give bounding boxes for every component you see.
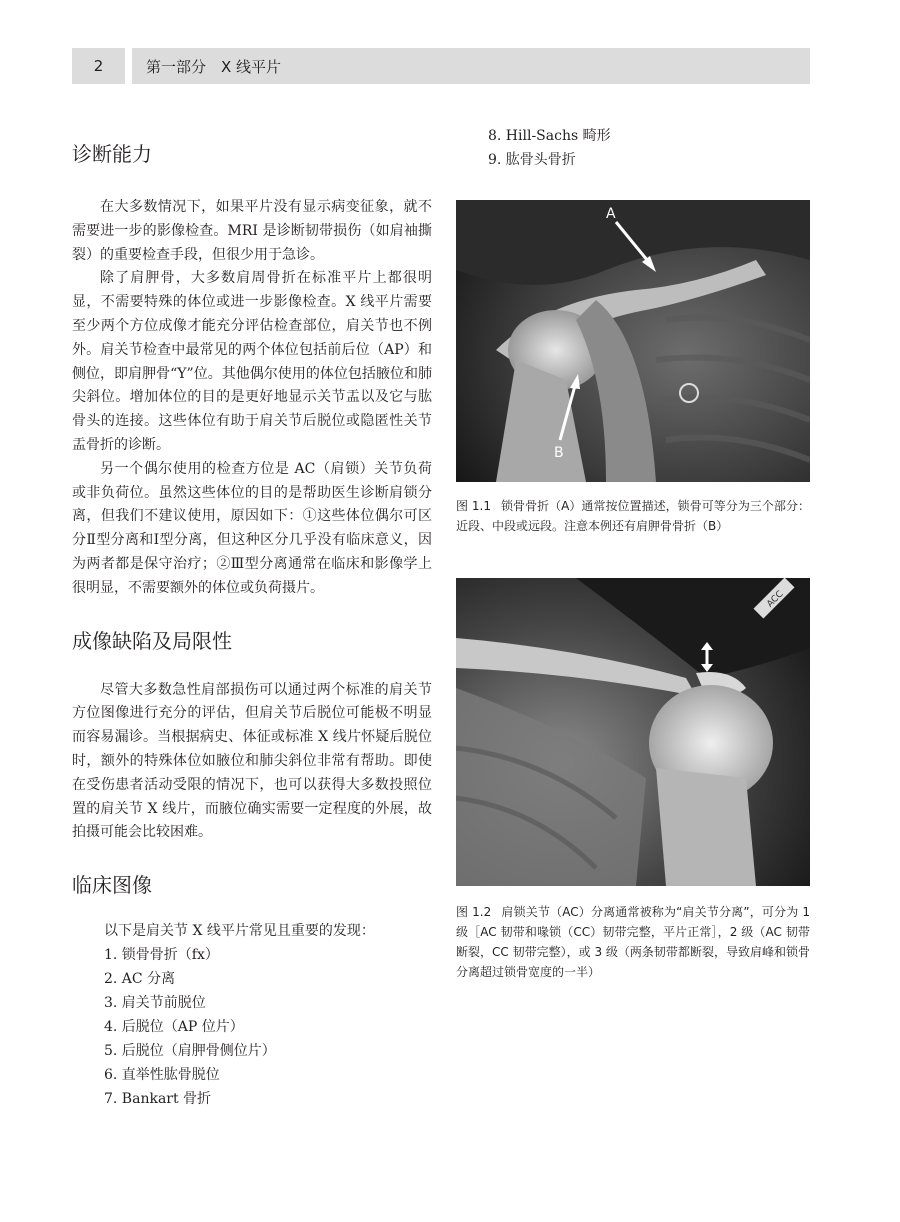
findings-list-continued	[456, 124, 810, 172]
findings-list	[72, 943, 432, 1111]
figure-1-1-xray	[456, 200, 810, 482]
left-column	[72, 140, 432, 1111]
section-title: 第一部分 X 线平片	[132, 48, 810, 84]
arrow-label-a: A	[606, 206, 616, 222]
heading-clinical-images: 临床图像	[72, 873, 152, 898]
figure-1-2-xray	[456, 578, 810, 886]
list-item: 2. AC 分离	[104, 971, 176, 988]
list-intro: 以下是肩关节 X 线平片常见且重要的发现：	[104, 923, 375, 940]
list-item: 3. 肩关节前脱位	[104, 995, 206, 1012]
caption-text: 肩锁关节（AC）分离通常被称为“肩关节分离”，可分为 1 级［AC 韧带和喙锁（CC）韧带完整，平片正常］，2 级（AC 韧带断裂，CC 韧带完整），或 3 级（两条韧带都断裂，导致肩峰和锁骨分离超过锁骨宽度的一半）	[456, 905, 810, 979]
list-item: 6. 直举性肱骨脱位	[104, 1067, 220, 1084]
paragraph: 尽管大多数急性肩部损伤可以通过两个标准的肩关节方位图像进行充分的评估，但肩关节后脱位可能极不明显而容易漏诊。当根据病史、体征或标准 X 线片怀疑后脱位时，额外的特殊体位如腋位和肺尖斜位非常有帮助。即使在受伤患者活动受限的情况下，也可以获得大多数投照位置的肩关节 X 线片，而腋位确实需要一定程度的外展，故拍摄可能会比较困难。	[72, 681, 432, 841]
arrow-label-b: B	[554, 445, 564, 461]
list-item: 7. Bankart 骨折	[104, 1091, 212, 1108]
list-item: 1. 锁骨骨折（fx）	[104, 947, 219, 964]
list-item: 8. Hill-Sachs 畸形	[488, 128, 611, 144]
paragraph: 在大多数情况下，如果平片没有显示病变征象，就不需要进一步的影像检查。MRI 是诊断韧带损伤（如肩袖撕裂）的重要检查手段，但很少用于急诊。	[72, 199, 432, 263]
figure-label: 图 1.2	[456, 905, 492, 919]
running-header	[72, 48, 810, 84]
list-item: 4. 后脱位（AP 位片）	[104, 1019, 244, 1036]
page-number: 2	[72, 48, 125, 84]
list-item: 5. 后脱位（肩胛骨侧位片）	[104, 1043, 276, 1060]
figure-label: 图 1.1	[456, 499, 491, 513]
caption-text: 锁骨骨折（A）通常按位置描述，锁骨可等分为三个部分：近段、中段或远段。注意本例还有肩胛骨骨折（B）	[456, 499, 810, 533]
list-item: 9. 肱骨头骨折	[488, 152, 576, 168]
figure-1-1-caption	[456, 496, 810, 536]
svg-text:ACC: ACC	[765, 589, 786, 610]
figure-1-2-caption	[456, 902, 810, 982]
paragraph: 除了肩胛骨，大多数肩周骨折在标准平片上都很明显，不需要特殊的体位或进一步影像检查。X 线平片需要至少两个方位成像才能充分评估检查部位，肩关节也不例外。肩关节检查中最常见的两个体位包括前后位（AP）和侧位，即肩胛骨“Y”位。其他偶尔使用的体位包括腋位和肺尖斜位。增加体位的目的是更好地显示关节盂以及它与肱骨头的连接。这些体位有助于肩关节后脱位或隐匿性关节盂骨折的诊断。	[72, 270, 432, 453]
heading-diagnostic-ability: 诊断能力	[72, 142, 152, 166]
right-column	[456, 124, 810, 172]
paragraph: 另一个偶尔使用的检查方位是 AC（肩锁）关节负荷或非负荷位。虽然这些体位的目的是帮助医生诊断肩锁分离，但我们不建议使用，原因如下：①这些体位偶尔可区分Ⅱ型分离和Ⅰ型分离，但这种区分几乎没有临床意义，因为两者都是保守治疗；②Ⅲ型分离通常在临床和影像学上很明显，不需要额外的体位或负荷摄片。	[72, 460, 432, 596]
heading-limitations: 成像缺陷及局限性	[72, 628, 232, 653]
